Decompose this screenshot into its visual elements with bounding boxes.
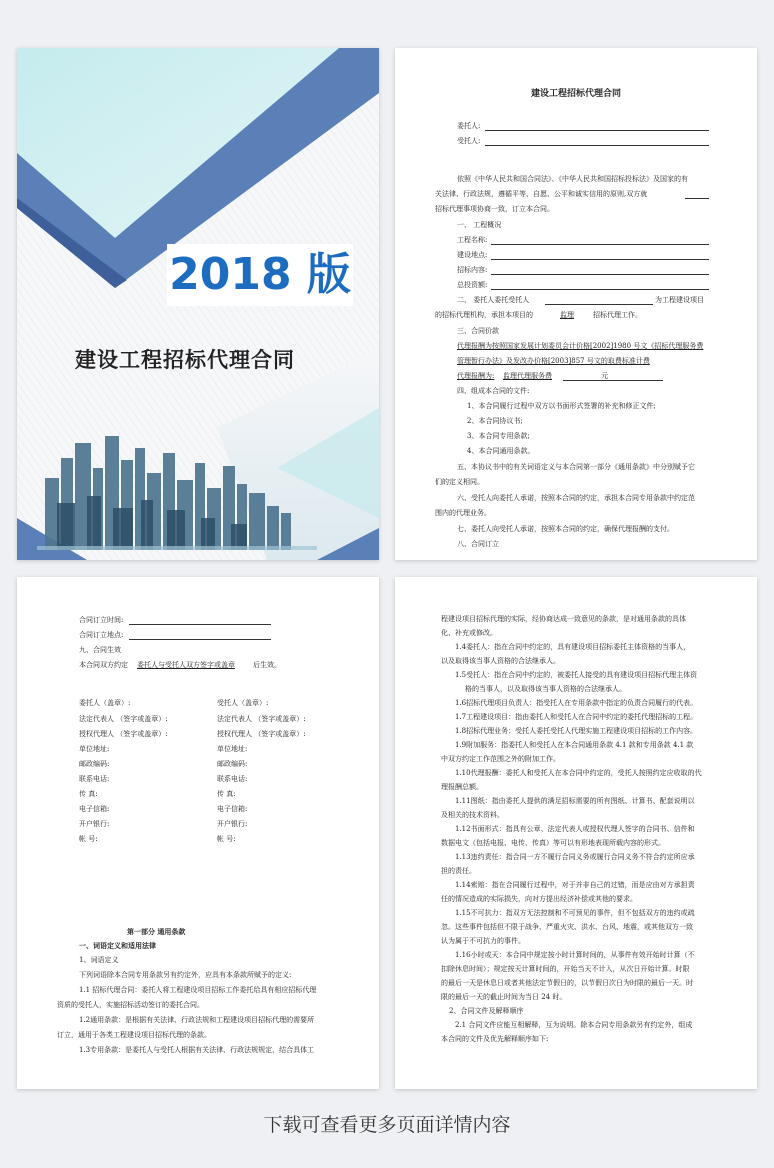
section-text: 围内的代理业务。: [435, 509, 491, 517]
part-heading: 第一部分 通用条款: [127, 927, 186, 936]
effect-condition: 委托人与受托人双方签字或盖章: [137, 661, 235, 669]
body-line: 1.13违约责任：指合同一方不履行合同义务或履行合同义务不符合约定所应承: [455, 853, 695, 861]
field-label: 工程名称:: [457, 236, 488, 244]
section-text: 六、受托人向委托人承诺，按照本合同的约定，承担本合同专用条款中约定范: [457, 494, 695, 502]
party-left-line: 帐 号:: [79, 835, 98, 843]
field-label: 总投资额:: [457, 281, 488, 289]
effect-text: 后生效。: [253, 661, 281, 669]
party-left-line: 法定代表人 （签字或盖章）:: [79, 715, 168, 723]
field-blank: [129, 624, 271, 625]
body-line: 1.12书面形式：指具有公章、法定代表人或授权代理人签字的合同书、信件和: [455, 825, 695, 833]
field-label: 建设地点:: [457, 251, 488, 259]
section-text: 五、本协议书中的有关词语定义与本合同第一部分《通用条款》中分别赋予它: [457, 463, 695, 471]
field-label: 合同订立地点:: [79, 631, 124, 639]
body-line: 1.16小时或天：本合同中规定按小时计算时间的，从事件有效开始时计算（不: [455, 951, 695, 959]
body-line: 理报酬总额。: [441, 783, 483, 791]
party-right-line: 传 真:: [217, 790, 236, 798]
party-left-line: 电子信箱:: [79, 805, 110, 813]
body-line: 数据电文（包括电报、电传、传真）等可以有形地表现所载内容的形式。: [441, 839, 665, 847]
field-blank: [129, 639, 271, 640]
field-label: 招标内容:: [457, 266, 488, 274]
body-line: 1.5受托人：指在合同中约定的，被委托人接受的具有建设项目招标代理主体资: [455, 671, 698, 679]
body-line: 以及取得该当事人资格的合法继承人。: [441, 657, 560, 665]
party-right-line: 电子信箱:: [217, 805, 248, 813]
field-blank: [491, 244, 709, 245]
body-line: 担的责任。: [441, 867, 476, 875]
field-blank: [491, 274, 709, 275]
section-heading: 四、组成本合同的文件:: [457, 387, 530, 395]
section-text: 为工程建设项目: [655, 296, 704, 304]
section-heading: 三、合同价款: [457, 327, 499, 335]
body-line: 扣除休息时间）；规定按天计算时间的，开始当天不计入，从次日开始计算。时限: [441, 965, 690, 973]
client-label: 委托人:: [457, 122, 481, 130]
service-type: 监理: [560, 311, 574, 319]
cover-title: 建设工程招标代理合同: [75, 348, 295, 372]
fee-text: 管理暂行办法》及发改办价格[2003]857 号文的取费标准计费: [457, 357, 650, 365]
party-right-line: 联系电话:: [217, 775, 248, 783]
party-left-line: 传 真:: [79, 790, 98, 798]
party-right-line: 受托人（盖章）:: [217, 699, 269, 707]
party-right-line: 授权代理人 （签字或盖章）:: [217, 730, 306, 738]
field-blank: [491, 259, 709, 260]
intro-line: 关法律、行政法规，遵循平等、自愿、公平和诚实信用的原则,双方就: [435, 190, 648, 198]
body-line: 1.9附加服务：指委托人和受托人在本合同通用条款 4.1 款和专用条款 4.1 款: [455, 741, 694, 749]
section-heading: 九、合同生效: [79, 646, 121, 654]
body-line: 1.14索赔：指在合同履行过程中，对于并非自己的过错，而是应由对方承担责: [455, 881, 695, 889]
body-line: 1.4委托人：指在合同中约定的，具有建设项目招标委托主体资格的当事人，: [455, 643, 691, 651]
body-line: 忽。这些事件包括但不限于战争、严重火灾、洪水、台风、地震，或其他双方一致: [441, 923, 693, 931]
party-right-line: 开户银行:: [217, 820, 248, 828]
doc-item: 4、本合同通用条款。: [467, 447, 535, 455]
page-title: 建设工程招标代理合同: [530, 89, 621, 99]
section-heading: 二、 委托人委托受托人: [457, 296, 530, 304]
body-line: 格的当事人，以及取得该当事人资格的合法继承人。: [465, 685, 626, 693]
effect-text: 本合同双方约定: [79, 661, 128, 669]
contract-page-4: [395, 577, 757, 1089]
party-right-line: 单位地址:: [217, 745, 248, 753]
contract-page-3: [17, 577, 379, 1089]
doc-item: 3、本合同专用条款;: [467, 432, 530, 440]
intro-line: 招标代理事项协商一致，订立本合同。: [435, 205, 554, 213]
body-line: 1.3专用条款：是委托人与受托人根据有关法律、行政法规规定，结合具体工: [79, 1046, 315, 1054]
party-right-line: 法定代表人 （签字或盖章）:: [217, 715, 306, 723]
body-line: 1.10代理报酬：委托人和受托人在本合同中约定的，受托人按照约定应收取的代: [455, 769, 702, 777]
body-line: 限的最后一天的截止时间为当日 24 时。: [441, 993, 567, 1001]
body-line: 2.1 合同文件应能互相解释，互为说明。除本合同专用条款另有约定外，组成: [455, 1021, 693, 1029]
body-line: 及相关的技术资料。: [441, 811, 504, 819]
year-badge: 2018 版: [167, 244, 353, 306]
section-heading: 一、词语定义和适用法律: [79, 941, 156, 950]
agent-label: 受托人:: [457, 137, 481, 145]
fee-label: 代理报酬为:: [457, 372, 495, 380]
party-left-line: 单位地址:: [79, 745, 110, 753]
field-label: 合同订立时间:: [79, 616, 124, 624]
body-line: 下列词语除本合同专用条款另有约定外，应具有本条款所赋予的定义:: [79, 971, 292, 979]
body-line: 1.2通用条款：是根据有关法律、行政法规和工程建设项目招标代理的需要所: [79, 1016, 315, 1024]
party-right-line: 邮政编码:: [217, 760, 248, 768]
party-left-line: 联系电话:: [79, 775, 110, 783]
body-line: 化、补充或修改。: [441, 629, 497, 637]
body-line: 1.6招标代理项目负责人：指受托人在专用条款中指定的负责合同履行的代表。: [455, 699, 698, 707]
section-text: 招标代理工作。: [593, 311, 642, 319]
body-line: 认为属于不可抗力的事件。: [441, 937, 525, 945]
fee-unit: 元: [601, 372, 608, 380]
body-line: 1.15不可抗力：指双方无法控制和不可预见的事件，但不包括双方的违约或疏: [455, 909, 695, 917]
contract-page-2: [395, 48, 757, 560]
body-line: 1.8招标代理业务：受托人委托受托人代理实施工程建设项目招标的工作内容。: [455, 727, 698, 735]
agent-name-blank: [545, 304, 653, 305]
body-line: 程建设项目招标代理的实际，经协商达成一致意见的条款，是对通用条款的具体: [441, 615, 686, 623]
doc-item: 1、本合同履行过程中双方以书面形式签署的补充和修正文件;: [467, 402, 656, 410]
section-heading: 八、合同订立: [457, 540, 499, 548]
intro-blank: [685, 198, 709, 199]
field-blank: [491, 289, 709, 290]
section-text: 们的定义相同。: [435, 478, 484, 486]
body-line: 的最后一天是休息日或者其他法定节假日的，以节假日次日为时限的最后一天。时: [441, 979, 693, 987]
doc-item: 2、本合同协议书;: [467, 417, 523, 425]
body-line: 本合同的文件及优先解释顺序如下:: [441, 1035, 549, 1043]
fee-text: 代理报酬为按照国家发展计划委员会计价格[2002]1980 号文《招标代理服务费: [457, 342, 704, 350]
client-blank: [485, 130, 709, 131]
section-text: 的招标代理机构，承担本项目的: [435, 311, 533, 319]
cover-page: [17, 48, 379, 560]
body-line: 2、合同文件及解释顺序: [449, 1007, 524, 1015]
section-text: 七、委托人向受托人承诺，按照本合同的约定，确保代理报酬的支付。: [457, 525, 674, 533]
body-line: 任的情况造成的实际损失，向对方提出经济补偿或其他的要求。: [441, 895, 637, 903]
party-right-line: 帐 号:: [217, 835, 236, 843]
body-line: 1.7工程建设项目：指由委托人和受托人在合同中约定的委托代理招标的工程。: [455, 713, 698, 721]
section-heading: 1、词语定义: [79, 956, 119, 964]
party-left-line: 开户银行:: [79, 820, 110, 828]
intro-line: 依照《中华人民共和国合同法》、《中华人民共和国招标投标法》及国家的有: [457, 175, 688, 183]
party-left-line: 委托人（盖章）:: [79, 699, 131, 707]
fee-value: 监理代理服务费: [503, 372, 552, 380]
body-line: 中双方约定工作范围之外的附加工作。: [441, 755, 560, 763]
agent-blank: [485, 145, 709, 146]
party-left-line: 授权代理人 （签字或盖章）:: [79, 730, 168, 738]
fee-blank: [563, 380, 663, 381]
section-heading: 一、 工程概况: [457, 221, 502, 229]
body-line: 1.11图纸：指由委托人提供的满足招标需要的所有图纸、计算书、配套说明以: [455, 797, 695, 805]
body-line: 资质的受托人，实施招标活动签订的委托合同。: [57, 1001, 204, 1009]
download-hint[interactable]: 下载可查看更多页面详情内容: [263, 1114, 511, 1136]
body-line: 订立，通用于各类工程建设项目招标代理的条款。: [57, 1031, 211, 1039]
party-left-line: 邮政编码:: [79, 760, 110, 768]
body-line: 1.1 招标代理合同：委托人将工程建设项目招标工作委托给具有相应招标代理: [79, 986, 317, 994]
